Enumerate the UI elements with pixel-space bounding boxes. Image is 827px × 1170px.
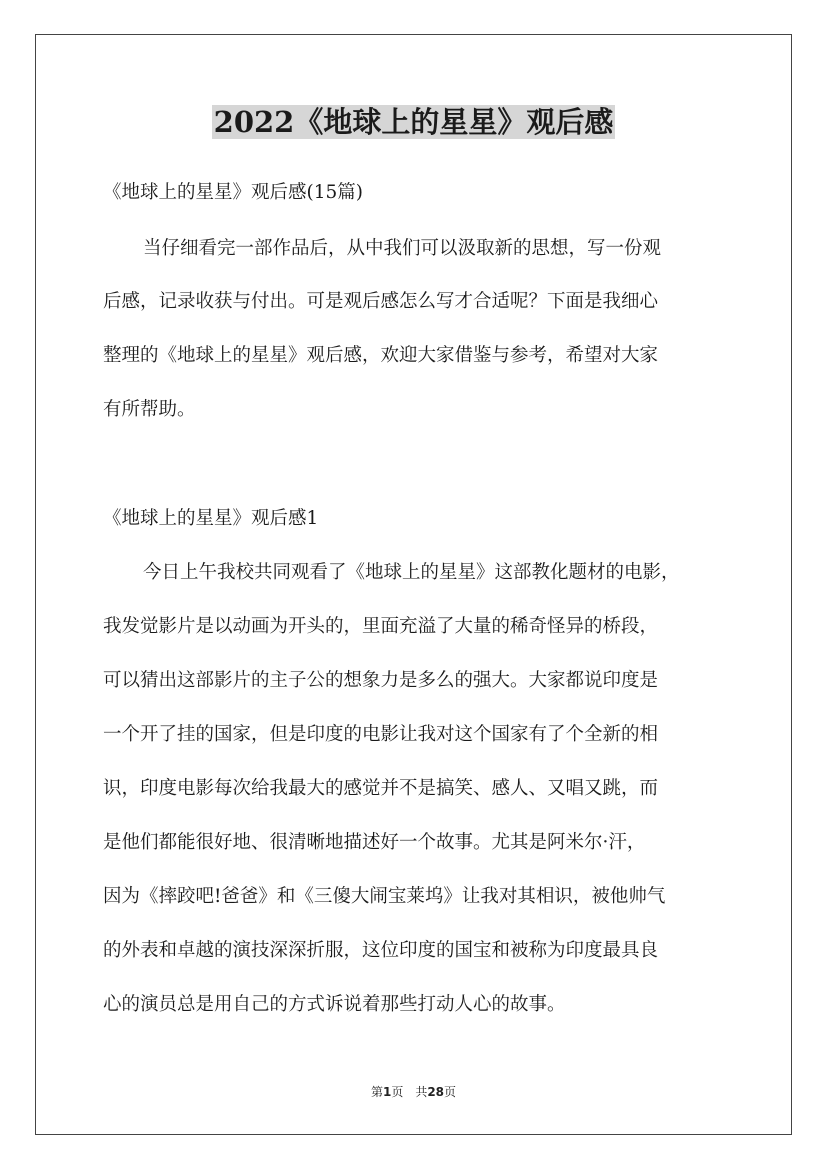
intro-line: 有所帮助。: [103, 399, 196, 420]
page-suffix: 页: [444, 1085, 457, 1099]
paragraph-line: 可以猜出这部影片的主子公的想象力是多么的强大。大家都说印度是: [103, 670, 659, 691]
page-footer: [0, 1083, 827, 1101]
paragraph-line: 因为《摔跤吧!爸爸》和《三傻大闹宝莱坞》让我对其相识，被他帅气: [103, 886, 666, 907]
section-heading: 《地球上的星星》观后感1: [103, 508, 319, 529]
intro-line: 当仔细看完一部作品后，从中我们可以汲取新的思想，写一份观: [143, 238, 662, 259]
page-current-number: 1: [382, 1085, 392, 1099]
document-title: [0, 100, 827, 144]
paragraph-line: 的外表和卓越的演技深深折服，这位印度的国宝和被称为印度最具良: [103, 940, 659, 961]
paragraph-line: 是他们都能很好地、很清晰地描述好一个故事。尤其是阿米尔·汗，: [103, 832, 646, 853]
page-total-number: 28: [427, 1085, 445, 1099]
page-prefix: 第: [370, 1085, 383, 1099]
paragraph-line: 今日上午我校共同观看了《地球上的星星》这部教化题材的电影，: [143, 562, 680, 583]
document-subtitle: 《地球上的星星》观后感(15篇): [103, 182, 363, 203]
paragraph-line: 一个开了挂的国家，但是印度的电影让我对这个国家有了个全新的相: [103, 724, 659, 745]
intro-line: 后感，记录收获与付出。可是观后感怎么写才合适呢？下面是我细心: [103, 291, 659, 312]
intro-line: 整理的《地球上的星星》观后感，欢迎大家借鉴与参考，希望对大家: [103, 345, 659, 366]
document-title-text: 2022《地球上的星星》观后感: [213, 105, 614, 139]
paragraph-line: 我发觉影片是以动画为开头的，里面充溢了大量的稀奇怪异的桥段，: [103, 616, 659, 637]
paragraph-line: 识，印度电影每次给我最大的感觉并不是搞笑、感人、又唱又跳，而: [103, 778, 659, 799]
paragraph-line: 心的演员总是用自己的方式诉说着那些打动人心的故事。: [103, 994, 566, 1015]
page-mid: 页 共: [391, 1085, 428, 1099]
